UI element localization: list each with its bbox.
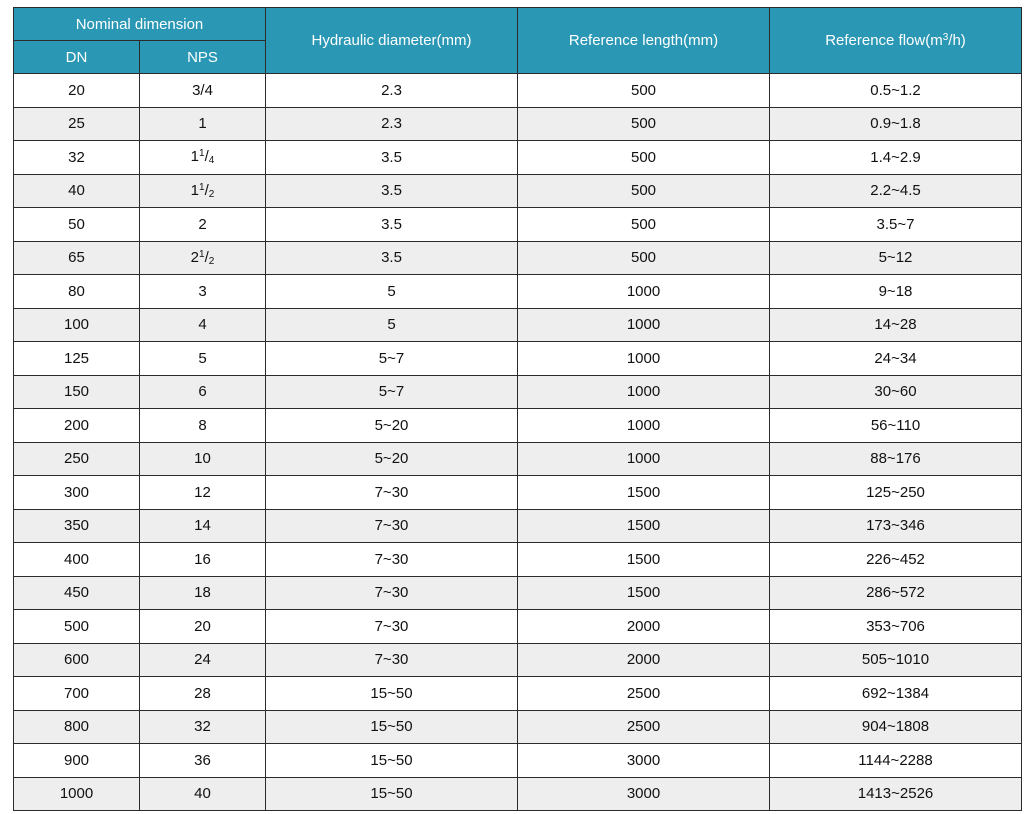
nps-cell xyxy=(140,308,266,342)
reference-flow-cell: 505~1010 xyxy=(770,643,1022,677)
nps-cell xyxy=(140,208,266,242)
reference-flow-cell: 56~110 xyxy=(770,409,1022,443)
dn-cell: 700 xyxy=(14,677,140,711)
reference-length-cell: 2000 xyxy=(518,610,770,644)
nps-whole: 5 xyxy=(198,349,207,367)
dn-cell: 50 xyxy=(14,208,140,242)
reference-flow-cell: 0.9~1.8 xyxy=(770,107,1022,141)
reference-length-cell: 500 xyxy=(518,174,770,208)
nps-fraction-slash: / xyxy=(204,248,209,266)
hydraulic-diameter-cell: 7~30 xyxy=(266,476,518,510)
reference-length-cell: 500 xyxy=(518,74,770,108)
reference-flow-cell: 692~1384 xyxy=(770,677,1022,711)
header-flow-prefix: Reference flow(m xyxy=(825,32,943,49)
reference-flow-cell: 286~572 xyxy=(770,576,1022,610)
table-row xyxy=(14,107,1022,141)
nps-whole: 3 xyxy=(198,282,207,300)
nps-cell xyxy=(140,744,266,778)
table-row xyxy=(14,74,1022,108)
table-row xyxy=(14,409,1022,443)
table-row xyxy=(14,442,1022,476)
reference-flow-cell: 173~346 xyxy=(770,509,1022,543)
reference-length-cell: 2500 xyxy=(518,677,770,711)
table-row xyxy=(14,610,1022,644)
hydraulic-diameter-cell: 5~7 xyxy=(266,375,518,409)
table-row xyxy=(14,375,1022,409)
reference-length-cell: 1000 xyxy=(518,275,770,309)
nps-whole: 4 xyxy=(198,316,207,334)
table-row xyxy=(14,476,1022,510)
dn-cell: 200 xyxy=(14,409,140,443)
nps-whole: 32 xyxy=(194,718,211,736)
nps-whole: 8 xyxy=(198,416,207,434)
hydraulic-diameter-cell: 3.5 xyxy=(266,174,518,208)
header-reference-flow xyxy=(770,8,1022,74)
nps-whole: 6 xyxy=(198,383,207,401)
dn-cell: 1000 xyxy=(14,777,140,811)
dn-cell: 350 xyxy=(14,509,140,543)
dn-cell: 450 xyxy=(14,576,140,610)
table-row xyxy=(14,208,1022,242)
nps-whole: 14 xyxy=(194,517,211,535)
table-row xyxy=(14,174,1022,208)
table-row xyxy=(14,744,1022,778)
dn-cell: 20 xyxy=(14,74,140,108)
nps-cell xyxy=(140,74,266,108)
nps-whole: 12 xyxy=(194,483,211,501)
table-row xyxy=(14,141,1022,175)
hydraulic-diameter-cell: 5~7 xyxy=(266,342,518,376)
nps-cell xyxy=(140,141,266,175)
dn-cell: 600 xyxy=(14,643,140,677)
table-header xyxy=(14,8,1022,74)
hydraulic-diameter-cell: 15~50 xyxy=(266,710,518,744)
dn-cell: 150 xyxy=(14,375,140,409)
nps-whole: 1 xyxy=(198,115,207,133)
flow-spec-table-container xyxy=(13,7,1021,811)
reference-length-cell: 1500 xyxy=(518,576,770,610)
reference-flow-cell: 24~34 xyxy=(770,342,1022,376)
reference-length-cell: 500 xyxy=(518,107,770,141)
table-row xyxy=(14,308,1022,342)
nps-cell xyxy=(140,643,266,677)
reference-length-cell: 500 xyxy=(518,141,770,175)
reference-length-cell: 1000 xyxy=(518,409,770,443)
table-row xyxy=(14,777,1022,811)
dn-cell: 80 xyxy=(14,275,140,309)
reference-flow-cell: 30~60 xyxy=(770,375,1022,409)
hydraulic-diameter-cell: 7~30 xyxy=(266,576,518,610)
reference-length-cell: 3000 xyxy=(518,777,770,811)
dn-cell: 300 xyxy=(14,476,140,510)
reference-flow-cell: 125~250 xyxy=(770,476,1022,510)
reference-length-cell: 1000 xyxy=(518,442,770,476)
nps-fraction-numerator: 1 xyxy=(199,148,205,160)
table-row xyxy=(14,241,1022,275)
header-flow-superscript: 3 xyxy=(942,32,949,43)
header-nominal-dimension: Nominal dimension xyxy=(14,8,266,41)
hydraulic-diameter-cell: 5 xyxy=(266,308,518,342)
nps-cell xyxy=(140,342,266,376)
nps-fraction-denominator: 2 xyxy=(208,255,215,267)
header-reference-length: Reference length(mm) xyxy=(518,8,770,74)
reference-length-cell: 1500 xyxy=(518,543,770,577)
hydraulic-diameter-cell: 7~30 xyxy=(266,543,518,577)
nps-whole: 3/4 xyxy=(192,81,213,99)
table-row xyxy=(14,710,1022,744)
nps-cell xyxy=(140,610,266,644)
hydraulic-diameter-cell: 7~30 xyxy=(266,643,518,677)
reference-length-cell: 1000 xyxy=(518,308,770,342)
header-dn: DN xyxy=(14,41,140,74)
nps-whole: 20 xyxy=(194,617,211,635)
flow-spec-table xyxy=(13,7,1022,811)
nps-fraction-denominator: 2 xyxy=(208,188,215,200)
table-row xyxy=(14,576,1022,610)
dn-cell: 32 xyxy=(14,141,140,175)
table-row xyxy=(14,342,1022,376)
nps-whole: 1 xyxy=(190,181,200,199)
reference-length-cell: 3000 xyxy=(518,744,770,778)
hydraulic-diameter-cell: 7~30 xyxy=(266,509,518,543)
nps-whole: 40 xyxy=(194,785,211,803)
hydraulic-diameter-cell: 15~50 xyxy=(266,744,518,778)
reference-flow-cell: 1.4~2.9 xyxy=(770,141,1022,175)
nps-cell xyxy=(140,543,266,577)
nps-cell xyxy=(140,174,266,208)
reference-flow-cell: 226~452 xyxy=(770,543,1022,577)
reference-flow-cell: 3.5~7 xyxy=(770,208,1022,242)
reference-flow-cell: 1413~2526 xyxy=(770,777,1022,811)
nps-cell xyxy=(140,710,266,744)
nps-cell xyxy=(140,409,266,443)
header-flow-suffix: /h) xyxy=(948,32,966,49)
table-row xyxy=(14,543,1022,577)
nps-whole: 36 xyxy=(194,751,211,769)
dn-cell: 100 xyxy=(14,308,140,342)
nps-fraction-numerator: 1 xyxy=(199,181,205,193)
hydraulic-diameter-cell: 2.3 xyxy=(266,74,518,108)
dn-cell: 900 xyxy=(14,744,140,778)
reference-length-cell: 2500 xyxy=(518,710,770,744)
dn-cell: 65 xyxy=(14,241,140,275)
reference-flow-cell: 0.5~1.2 xyxy=(770,74,1022,108)
dn-cell: 500 xyxy=(14,610,140,644)
header-hydraulic-diameter: Hydraulic diameter(mm) xyxy=(266,8,518,74)
table-row xyxy=(14,509,1022,543)
reference-length-cell: 500 xyxy=(518,241,770,275)
dn-cell: 40 xyxy=(14,174,140,208)
nps-cell xyxy=(140,275,266,309)
reference-flow-cell: 1144~2288 xyxy=(770,744,1022,778)
nps-cell xyxy=(140,375,266,409)
hydraulic-diameter-cell: 2.3 xyxy=(266,107,518,141)
reference-flow-cell: 14~28 xyxy=(770,308,1022,342)
reference-length-cell: 1000 xyxy=(518,342,770,376)
nps-whole: 2 xyxy=(190,248,200,266)
hydraulic-diameter-cell: 7~30 xyxy=(266,610,518,644)
hydraulic-diameter-cell: 3.5 xyxy=(266,241,518,275)
nps-whole: 18 xyxy=(194,584,211,602)
hydraulic-diameter-cell: 15~50 xyxy=(266,677,518,711)
nps-cell xyxy=(140,576,266,610)
reference-length-cell: 500 xyxy=(518,208,770,242)
nps-whole: 2 xyxy=(198,215,207,233)
hydraulic-diameter-cell: 15~50 xyxy=(266,777,518,811)
nps-cell xyxy=(140,241,266,275)
hydraulic-diameter-cell: 5~20 xyxy=(266,442,518,476)
reference-length-cell: 1000 xyxy=(518,375,770,409)
reference-flow-cell: 353~706 xyxy=(770,610,1022,644)
table-row xyxy=(14,677,1022,711)
dn-cell: 400 xyxy=(14,543,140,577)
reference-flow-cell: 2.2~4.5 xyxy=(770,174,1022,208)
table-row xyxy=(14,643,1022,677)
hydraulic-diameter-cell: 3.5 xyxy=(266,141,518,175)
dn-cell: 25 xyxy=(14,107,140,141)
nps-cell xyxy=(140,107,266,141)
table-body xyxy=(14,74,1022,811)
nps-cell xyxy=(140,509,266,543)
nps-cell xyxy=(140,777,266,811)
dn-cell: 250 xyxy=(14,442,140,476)
nps-whole: 16 xyxy=(194,550,211,568)
hydraulic-diameter-cell: 5~20 xyxy=(266,409,518,443)
reference-flow-cell: 5~12 xyxy=(770,241,1022,275)
nps-fraction-slash: / xyxy=(204,181,209,199)
reference-flow-cell: 88~176 xyxy=(770,442,1022,476)
table-row xyxy=(14,275,1022,309)
reference-flow-cell: 904~1808 xyxy=(770,710,1022,744)
nps-fraction-numerator: 1 xyxy=(199,248,205,260)
reference-length-cell: 2000 xyxy=(518,643,770,677)
nps-cell xyxy=(140,476,266,510)
nps-cell xyxy=(140,677,266,711)
reference-length-cell: 1500 xyxy=(518,476,770,510)
dn-cell: 800 xyxy=(14,710,140,744)
hydraulic-diameter-cell: 3.5 xyxy=(266,208,518,242)
nps-fraction-denominator: 4 xyxy=(208,155,215,167)
hydraulic-diameter-cell: 5 xyxy=(266,275,518,309)
reference-length-cell: 1500 xyxy=(518,509,770,543)
nps-whole: 28 xyxy=(194,684,211,702)
dn-cell: 125 xyxy=(14,342,140,376)
nps-whole: 1 xyxy=(190,148,200,166)
nps-cell xyxy=(140,442,266,476)
nps-whole: 10 xyxy=(194,450,211,468)
reference-flow-cell: 9~18 xyxy=(770,275,1022,309)
nps-fraction-slash: / xyxy=(204,148,209,166)
nps-whole: 24 xyxy=(194,651,211,669)
header-nps: NPS xyxy=(140,41,266,74)
